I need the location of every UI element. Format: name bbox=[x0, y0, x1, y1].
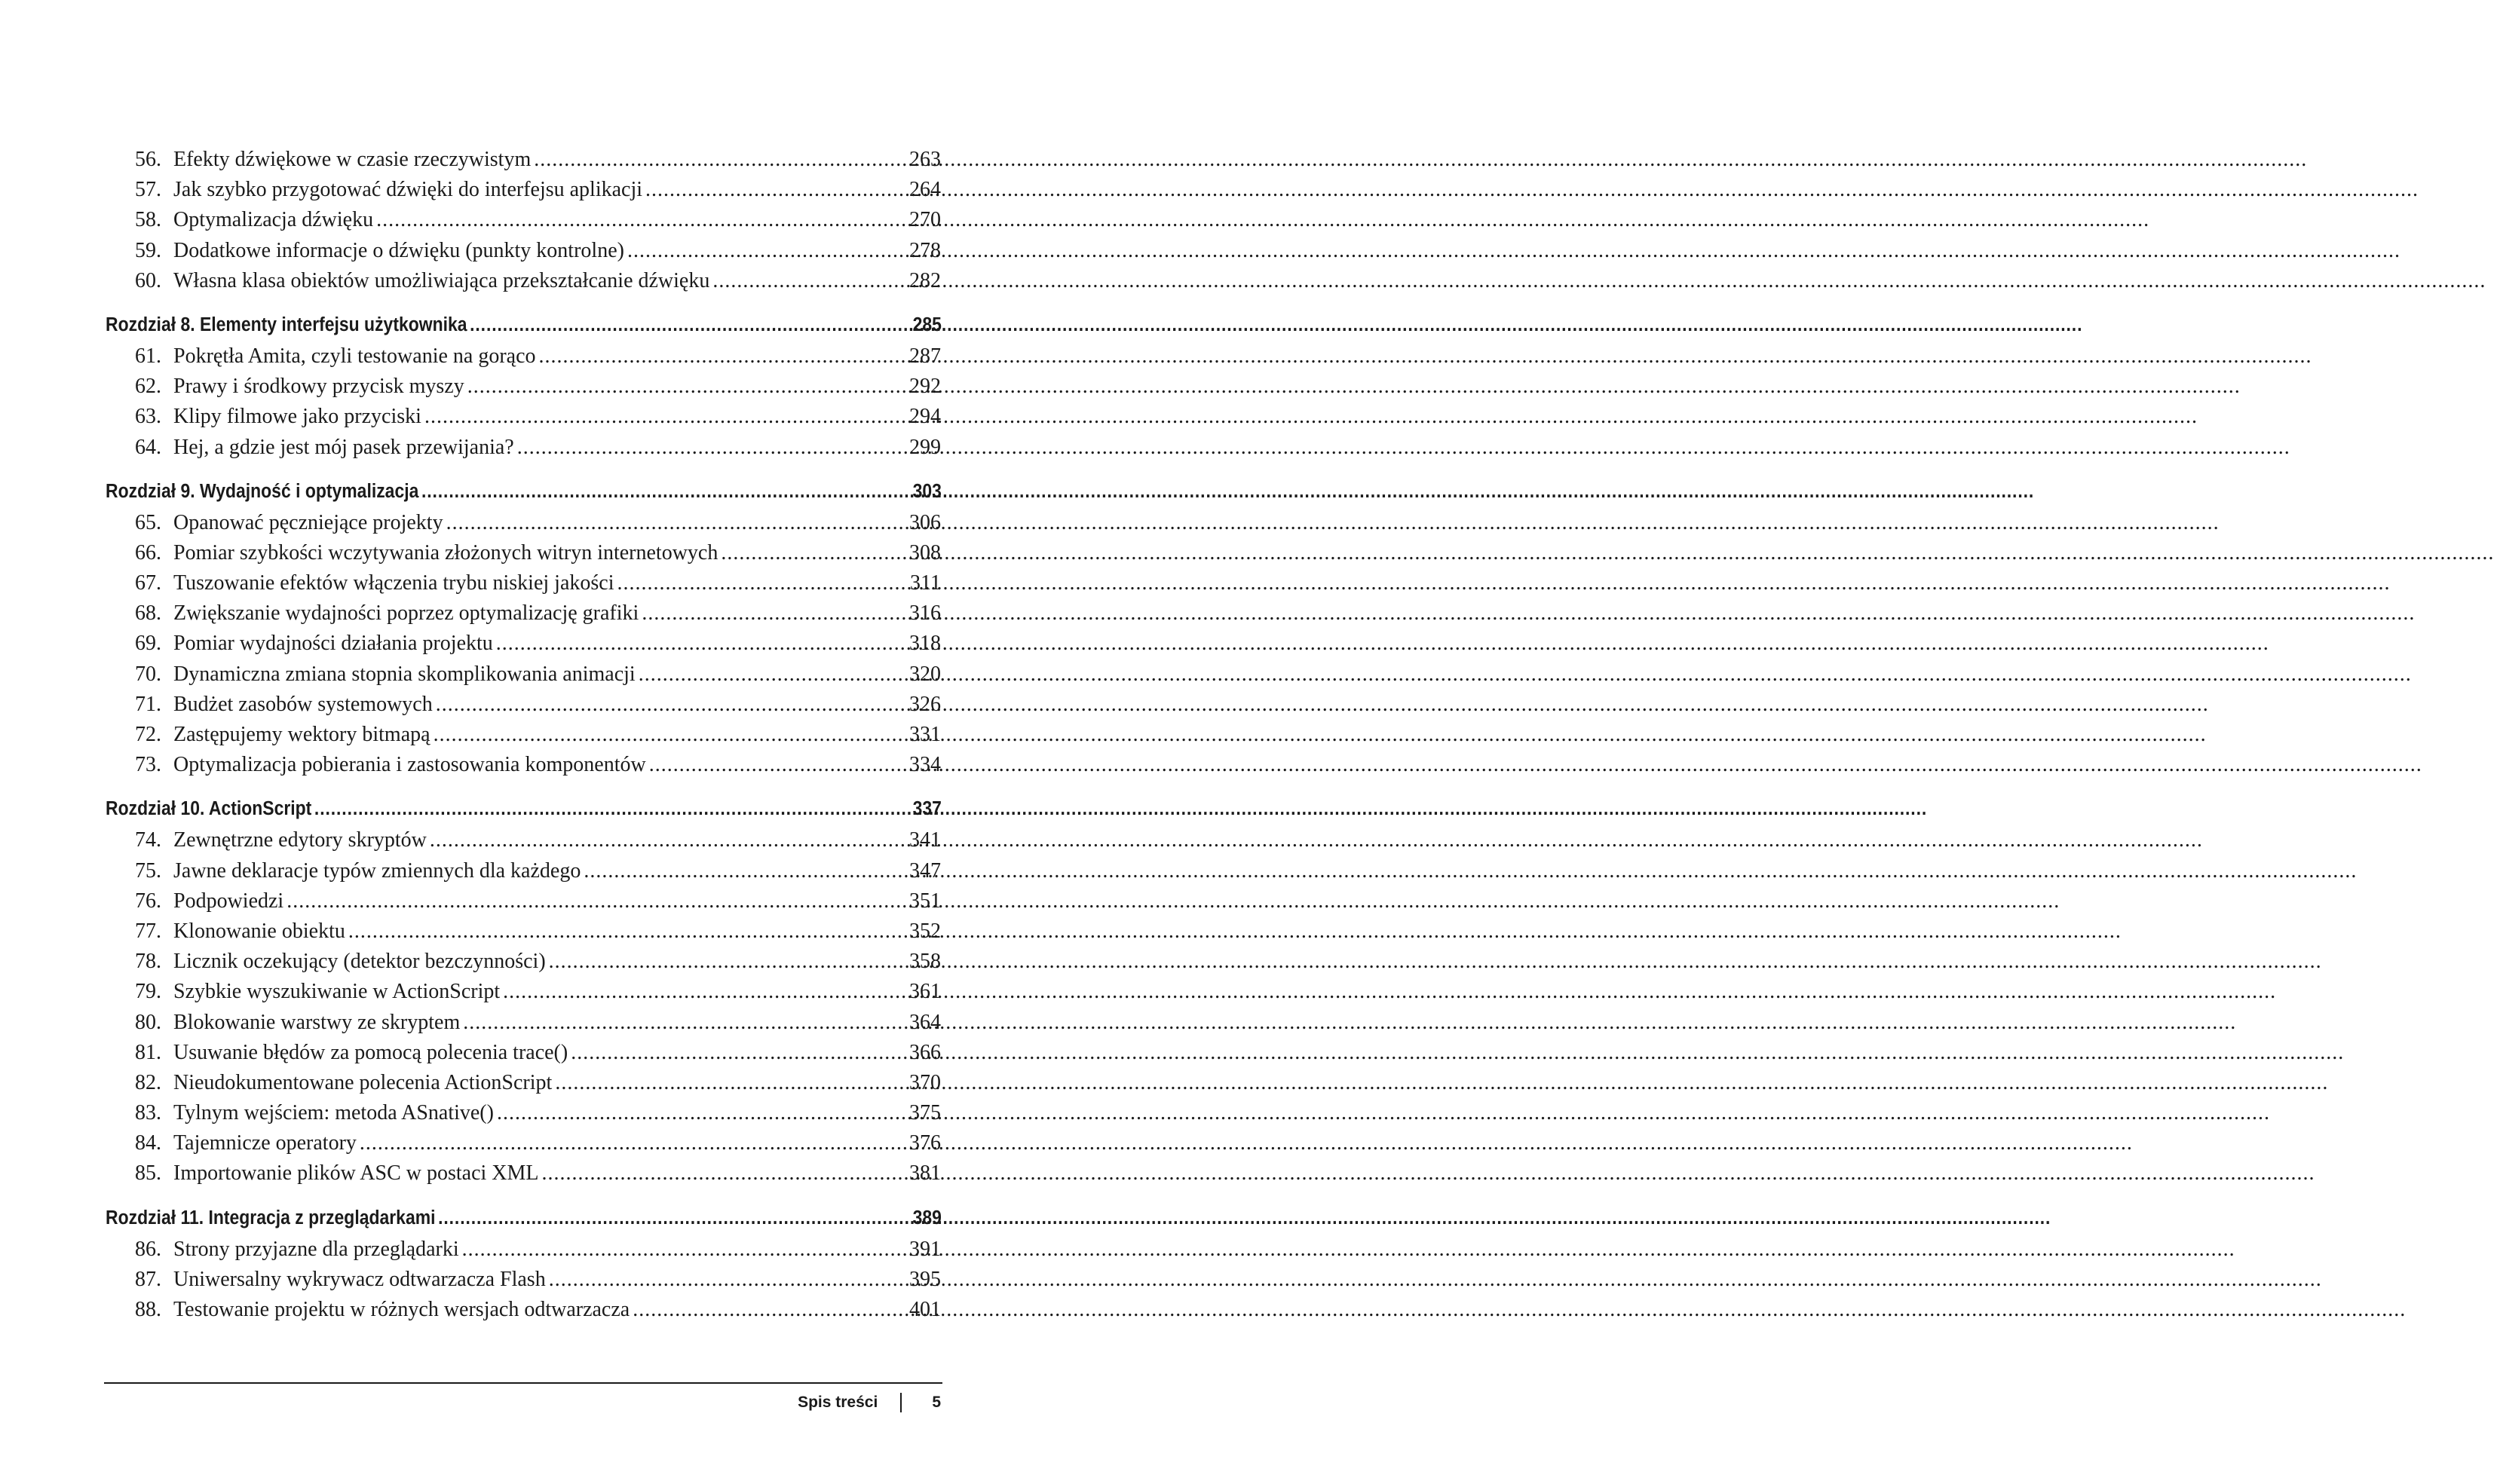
entry-number: 65. bbox=[135, 510, 161, 534]
toc-entry[interactable] bbox=[106, 1011, 941, 1041]
toc-entry[interactable] bbox=[106, 723, 941, 753]
entry-title: Klipy filmowe jako przyciski bbox=[173, 405, 421, 429]
entry-title: Zastępujemy wektory bitmapą bbox=[173, 723, 430, 746]
footer-section-label: Spis treści bbox=[798, 1394, 878, 1411]
toc-entry[interactable] bbox=[106, 919, 941, 950]
entry-number: 71. bbox=[135, 692, 161, 716]
entry-page: 341 bbox=[909, 828, 941, 852]
dot-leader bbox=[286, 889, 906, 913]
chapter-page: 285 bbox=[912, 314, 942, 335]
chapter-title: Rozdział 11. Integracja z przeglądarkami bbox=[106, 1207, 436, 1229]
dot-leader bbox=[421, 481, 910, 503]
toc-entry[interactable] bbox=[106, 178, 941, 208]
entry-title: Dodatkowe informacje o dźwięku (punkty kontrolne) bbox=[173, 238, 624, 262]
entry-number: 59. bbox=[135, 238, 161, 262]
entry-page: 270 bbox=[909, 208, 941, 232]
chapter-section bbox=[106, 798, 941, 1192]
toc-entry[interactable] bbox=[106, 753, 941, 783]
entry-page: 263 bbox=[909, 148, 941, 171]
dot-leader bbox=[584, 859, 906, 883]
entry-page: 370 bbox=[909, 1070, 941, 1094]
entry-number: 56. bbox=[135, 148, 161, 171]
entry-title: Pomiar szybkości wczytywania złożonych witryn internetowych bbox=[173, 540, 718, 565]
entry-page: 361 bbox=[909, 980, 941, 1004]
entry-title: Tylnym wejściem: metoda ASnative() bbox=[173, 1101, 494, 1125]
toc-entries-top bbox=[106, 148, 941, 299]
entry-title: Opanować pęczniejące projekty bbox=[173, 510, 443, 534]
entry-page: 391 bbox=[909, 1237, 941, 1261]
dot-leader bbox=[436, 693, 906, 717]
entry-title: Optymalizacja pobierania i zastosowania komponentów bbox=[173, 753, 646, 777]
entry-number: 88. bbox=[135, 1298, 161, 1321]
toc-entry[interactable] bbox=[106, 1131, 941, 1161]
entry-number: 76. bbox=[135, 889, 161, 913]
entry-title: Strony przyjazne dla przeglądarki bbox=[173, 1237, 459, 1261]
entry-page: 278 bbox=[909, 238, 941, 262]
chapter-section bbox=[106, 314, 941, 466]
chapter-title: Rozdział 9. Wydajność i optymalizacja bbox=[106, 480, 419, 502]
dot-leader bbox=[645, 178, 906, 202]
entry-page: 352 bbox=[909, 919, 941, 943]
entry-number: 86. bbox=[135, 1237, 161, 1261]
dot-leader bbox=[633, 1298, 906, 1322]
entry-page: 308 bbox=[909, 540, 941, 565]
entry-page: 395 bbox=[909, 1267, 941, 1291]
entry-number: 62. bbox=[135, 375, 161, 399]
entry-page: 326 bbox=[909, 692, 941, 716]
entry-page: 292 bbox=[909, 375, 941, 399]
toc-entry[interactable] bbox=[106, 269, 941, 299]
chapter-heading[interactable] bbox=[106, 314, 942, 344]
dot-leader bbox=[642, 601, 906, 626]
toc-entry[interactable] bbox=[106, 1238, 941, 1268]
table-of-contents bbox=[106, 148, 941, 1328]
entry-page: 287 bbox=[909, 344, 941, 368]
entry-page: 316 bbox=[909, 601, 941, 626]
entry-title: Szybkie wyszukiwanie w ActionScript bbox=[173, 980, 501, 1004]
entry-number: 68. bbox=[135, 601, 161, 626]
chapter-title: Rozdział 8. Elementy interfejsu użytkownika bbox=[106, 314, 467, 335]
entry-page: 311 bbox=[910, 571, 941, 595]
chapter-heading[interactable] bbox=[106, 1207, 942, 1238]
entry-title: Hej, a gdzie jest mój pasek przewijania? bbox=[173, 435, 514, 459]
chapter-section bbox=[106, 481, 941, 784]
chapter-page: 303 bbox=[912, 480, 942, 502]
toc-entry[interactable] bbox=[106, 828, 941, 858]
toc-entry[interactable] bbox=[106, 436, 941, 466]
toc-entry[interactable] bbox=[106, 344, 941, 375]
footer-separator bbox=[900, 1393, 902, 1412]
entry-title: Klonowanie obiektu bbox=[173, 919, 345, 943]
entry-page: 375 bbox=[909, 1101, 941, 1125]
entry-number: 73. bbox=[135, 753, 161, 777]
toc-entry[interactable] bbox=[106, 662, 941, 693]
entry-page: 358 bbox=[909, 950, 941, 974]
toc-entry[interactable] bbox=[106, 1071, 941, 1101]
entry-page: 320 bbox=[909, 662, 941, 686]
dot-leader bbox=[314, 798, 910, 820]
entry-number: 61. bbox=[135, 344, 161, 368]
entry-page: 381 bbox=[909, 1161, 941, 1186]
entry-title: Tajemnicze operatory bbox=[173, 1131, 357, 1155]
entry-number: 85. bbox=[135, 1161, 161, 1186]
entry-title: Zwiększanie wydajności poprzez optymalizację grafiki bbox=[173, 601, 639, 626]
entry-title: Prawy i środkowy przycisk myszy bbox=[173, 375, 464, 399]
dot-leader bbox=[424, 405, 906, 429]
dot-leader bbox=[555, 1071, 906, 1095]
entry-page: 282 bbox=[909, 268, 941, 292]
entry-title: Własna klasa obiektów umożliwiająca przekształcanie dźwięku bbox=[173, 268, 710, 292]
page-footer bbox=[798, 1393, 941, 1412]
chapter-heading[interactable] bbox=[106, 798, 942, 828]
toc-entry[interactable] bbox=[106, 148, 941, 178]
entry-number: 83. bbox=[135, 1101, 161, 1125]
entry-title: Jawne deklaracje typów zmiennych dla każdego bbox=[173, 858, 581, 883]
dot-leader bbox=[712, 269, 906, 293]
toc-entry[interactable] bbox=[106, 375, 941, 405]
entry-number: 74. bbox=[135, 828, 161, 852]
toc-entry[interactable] bbox=[106, 1101, 941, 1131]
dot-leader bbox=[467, 375, 906, 399]
entry-title: Jak szybko przygotować dźwięki do interfejsu aplikacji bbox=[173, 178, 643, 202]
entry-number: 63. bbox=[135, 405, 161, 429]
entry-title: Budżet zasobów systemowych bbox=[173, 692, 433, 716]
chapter-title: Rozdział 10. ActionScript bbox=[106, 798, 312, 820]
entry-title: Usuwanie błędów za pomocą polecenia trace() bbox=[173, 1040, 568, 1064]
entry-title: Testowanie projektu w różnych wersjach odtwarzacza bbox=[173, 1298, 630, 1321]
footer-divider bbox=[104, 1382, 942, 1384]
entry-page: 347 bbox=[909, 858, 941, 883]
dot-leader bbox=[539, 344, 906, 369]
entry-number: 84. bbox=[135, 1131, 161, 1155]
entry-number: 77. bbox=[135, 919, 161, 943]
toc-entry[interactable] bbox=[106, 693, 941, 723]
toc-entry[interactable] bbox=[106, 601, 941, 632]
entry-number: 87. bbox=[135, 1267, 161, 1291]
entry-number: 72. bbox=[135, 723, 161, 746]
toc-entry[interactable] bbox=[106, 632, 941, 662]
chapter-page: 389 bbox=[912, 1207, 942, 1229]
entry-number: 79. bbox=[135, 980, 161, 1004]
entry-title: Importowanie plików ASC w postaci XML bbox=[173, 1161, 539, 1186]
toc-entry[interactable] bbox=[106, 950, 941, 980]
entry-number: 69. bbox=[135, 632, 161, 656]
chapter-section bbox=[106, 1207, 941, 1329]
toc-entry[interactable] bbox=[106, 859, 941, 889]
toc-entry[interactable] bbox=[106, 511, 941, 541]
entry-page: 376 bbox=[909, 1131, 941, 1155]
entry-page: 264 bbox=[909, 178, 941, 202]
toc-entry[interactable] bbox=[106, 1041, 941, 1071]
entry-page: 366 bbox=[909, 1040, 941, 1064]
entry-number: 67. bbox=[135, 571, 161, 595]
toc-entry[interactable] bbox=[106, 405, 941, 435]
entry-page: 334 bbox=[909, 753, 941, 777]
dot-leader bbox=[497, 1101, 906, 1125]
entry-page: 364 bbox=[909, 1010, 941, 1034]
dot-leader bbox=[721, 541, 906, 565]
toc-entry[interactable] bbox=[106, 239, 941, 269]
toc-entry[interactable] bbox=[106, 208, 941, 238]
toc-entry[interactable] bbox=[106, 571, 941, 601]
entry-page: 351 bbox=[909, 889, 941, 913]
dot-leader bbox=[434, 723, 906, 747]
toc-entry[interactable] bbox=[106, 1298, 941, 1328]
dot-leader bbox=[446, 511, 906, 535]
entry-number: 75. bbox=[135, 858, 161, 883]
entry-page: 299 bbox=[909, 435, 941, 459]
entry-title: Licznik oczekujący (detektor bezczynności) bbox=[173, 950, 546, 974]
dot-leader bbox=[542, 1161, 906, 1186]
entry-number: 60. bbox=[135, 268, 161, 292]
entry-number: 80. bbox=[135, 1010, 161, 1034]
dot-leader bbox=[571, 1041, 906, 1065]
entry-title: Optymalizacja dźwięku bbox=[173, 208, 374, 232]
entry-title: Pomiar wydajności działania projektu bbox=[173, 632, 493, 656]
entry-title: Zewnętrzne edytory skryptów bbox=[173, 828, 427, 852]
entry-number: 81. bbox=[135, 1040, 161, 1064]
entry-page: 306 bbox=[909, 510, 941, 534]
dot-leader bbox=[627, 239, 906, 263]
entry-title: Podpowiedzi bbox=[173, 889, 284, 913]
dot-leader bbox=[463, 1011, 906, 1035]
entry-page: 331 bbox=[909, 723, 941, 746]
entry-page: 294 bbox=[909, 405, 941, 429]
chapter-page: 337 bbox=[912, 798, 942, 820]
dot-leader bbox=[438, 1207, 910, 1229]
dot-leader bbox=[639, 662, 906, 687]
entry-page: 401 bbox=[909, 1298, 941, 1321]
toc-entry[interactable] bbox=[106, 980, 941, 1010]
dot-leader bbox=[534, 148, 906, 172]
entry-title: Nieudokumentowane polecenia ActionScript bbox=[173, 1070, 553, 1094]
entry-number: 78. bbox=[135, 950, 161, 974]
entry-page: 318 bbox=[909, 632, 941, 656]
dot-leader bbox=[360, 1131, 906, 1155]
toc-entry[interactable] bbox=[106, 541, 941, 571]
dot-leader bbox=[549, 950, 906, 974]
dot-leader bbox=[470, 314, 910, 336]
entry-title: Tuszowanie efektów włączenia trybu niskiej jakości bbox=[173, 571, 614, 595]
dot-leader bbox=[376, 208, 906, 232]
dot-leader bbox=[617, 571, 907, 595]
entry-title: Blokowanie warstwy ze skryptem bbox=[173, 1010, 461, 1034]
dot-leader bbox=[649, 753, 906, 777]
entry-number: 58. bbox=[135, 208, 161, 232]
dot-leader bbox=[496, 632, 906, 656]
dot-leader bbox=[348, 919, 906, 944]
dot-leader bbox=[517, 436, 906, 460]
toc-entry[interactable] bbox=[106, 1161, 941, 1192]
chapter-heading[interactable] bbox=[106, 481, 942, 511]
entry-number: 66. bbox=[135, 540, 161, 565]
entry-title: Efekty dźwiękowe w czasie rzeczywistym bbox=[173, 148, 532, 171]
entry-title: Pokrętła Amita, czyli testowanie na gorąco bbox=[173, 344, 536, 368]
dot-leader bbox=[503, 980, 906, 1004]
entry-number: 64. bbox=[135, 435, 161, 459]
toc-entry[interactable] bbox=[106, 1268, 941, 1298]
footer-page-number: 5 bbox=[932, 1394, 941, 1411]
dot-leader bbox=[462, 1238, 906, 1262]
entry-title: Dynamiczna zmiana stopnia skomplikowania animacji bbox=[173, 662, 636, 686]
entry-number: 70. bbox=[135, 662, 161, 686]
entry-title: Uniwersalny wykrywacz odtwarzacza Flash bbox=[173, 1267, 546, 1291]
dot-leader bbox=[430, 828, 906, 852]
entry-number: 82. bbox=[135, 1070, 161, 1094]
entry-number: 57. bbox=[135, 178, 161, 202]
toc-entry[interactable] bbox=[106, 889, 941, 919]
dot-leader bbox=[549, 1268, 906, 1292]
